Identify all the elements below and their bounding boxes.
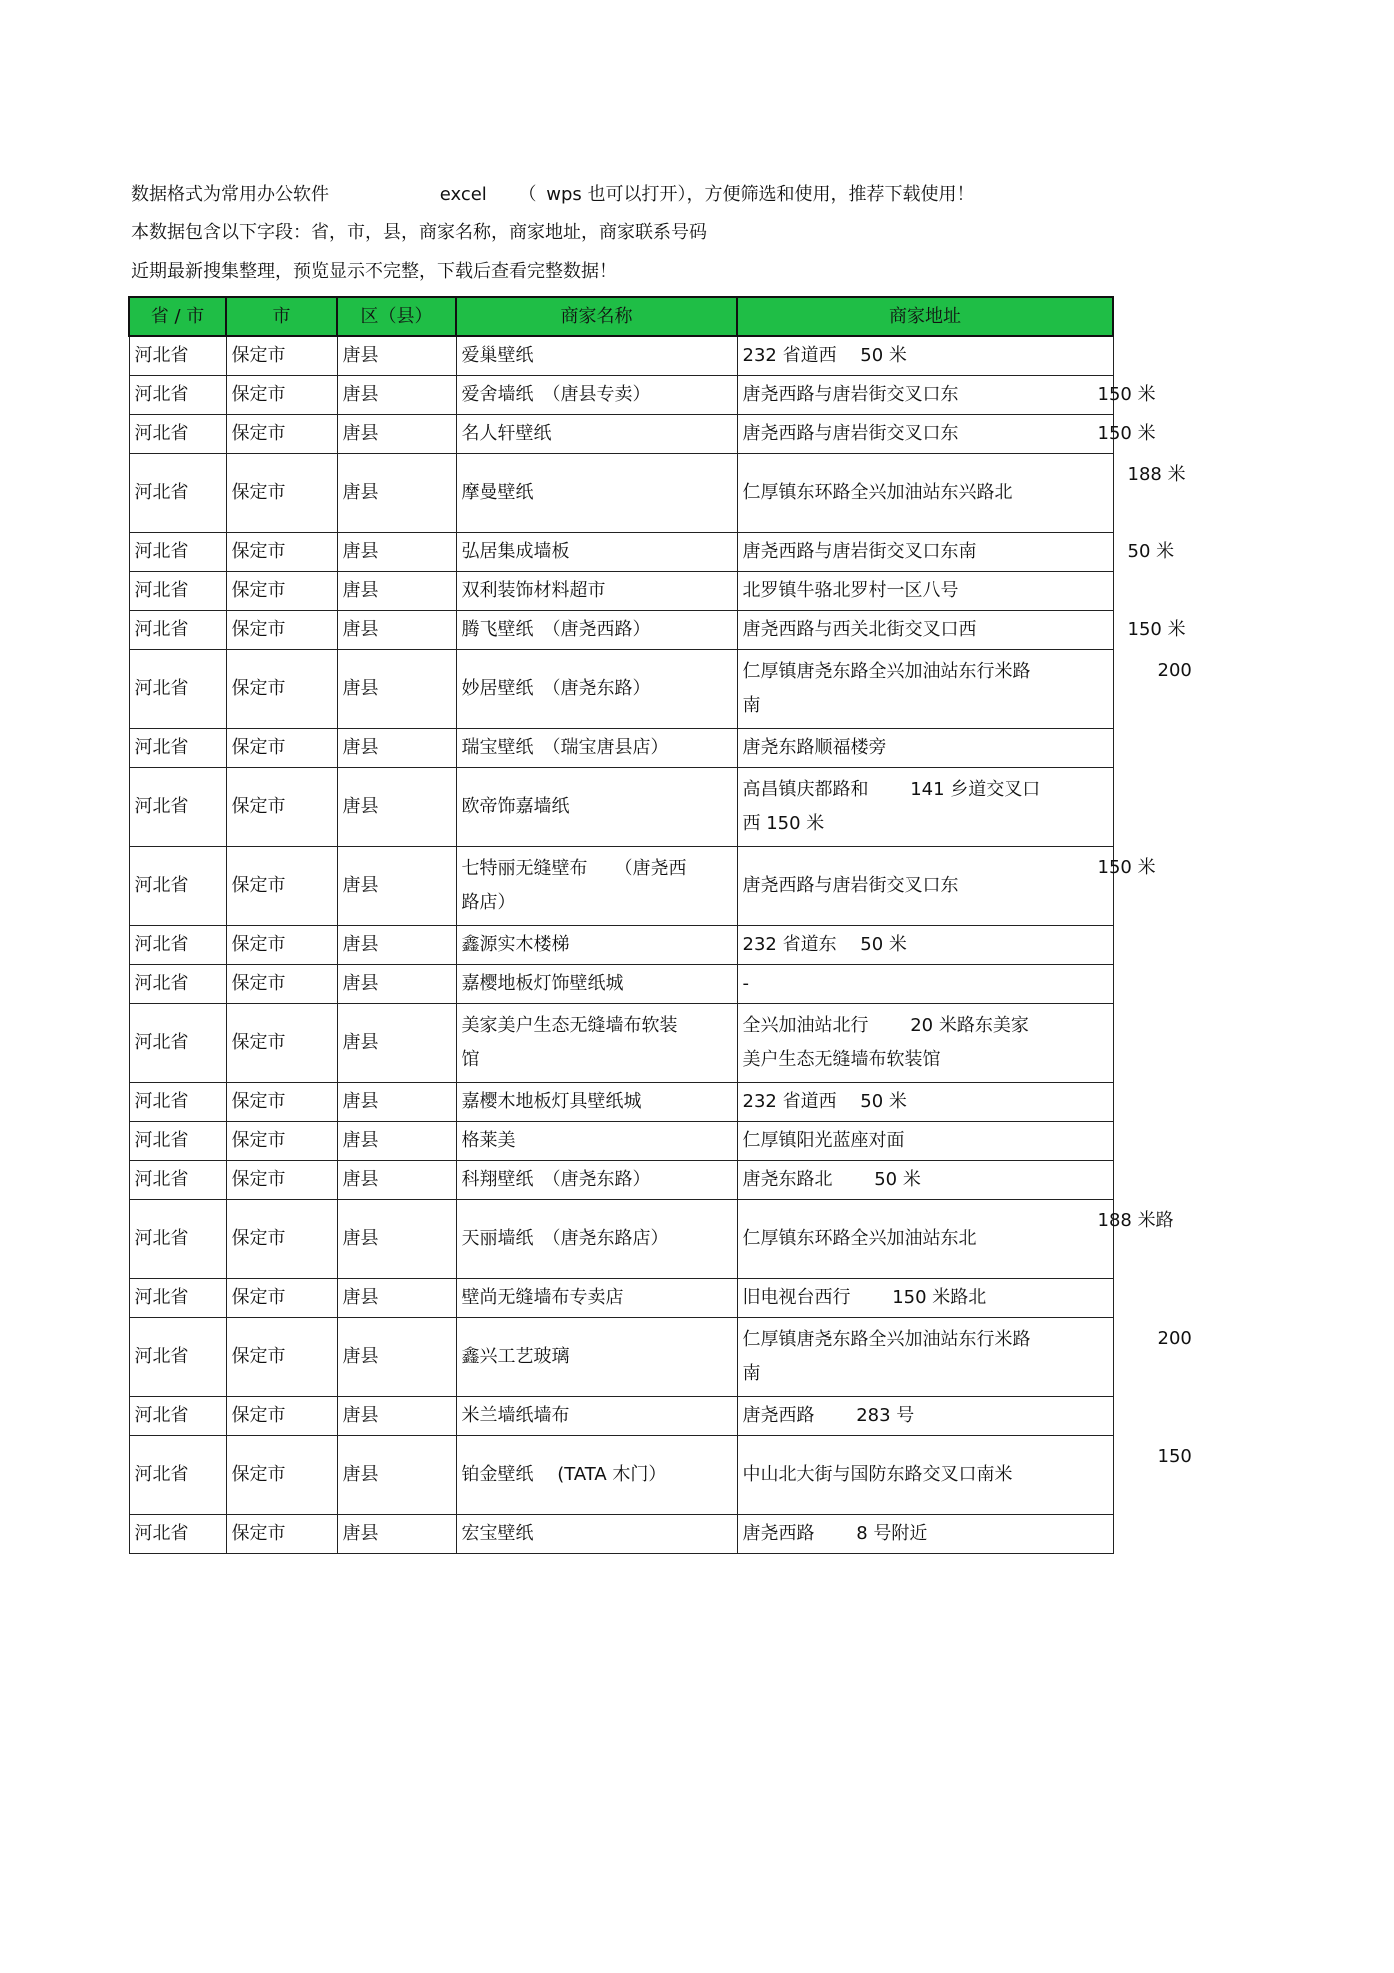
cell-city [226,415,337,454]
cell-city-text: 保定市 [231,384,286,405]
cell-merchant-name [456,650,737,729]
cell-merchant-address [737,1436,1192,1515]
cell-merchant-name-text: 妙居壁纸 （唐尧东路） [461,678,651,699]
cell-county [337,768,456,847]
cell-city-text: 保定市 [231,1091,286,1112]
cell-city [226,611,337,650]
cell-county [337,1279,456,1318]
table-row [129,1397,1113,1436]
table-row [129,1515,1113,1554]
cell-city-text: 保定市 [231,482,286,503]
cell-city-text: 保定市 [231,580,286,601]
cell-county [337,1436,456,1515]
cell-province [129,415,226,454]
cell-merchant-name-text: 双利装饰材料超市 [461,580,606,601]
cell-county [337,572,456,611]
address-text: 唐尧西路与西关北街交叉口西 [742,619,977,640]
cell-merchant-name-text: 美家美户生态无缝墙布软装馆 [461,1015,678,1070]
cell-province [129,1318,226,1397]
cell-merchant-address [737,376,1156,415]
address-text: 高昌镇庆都路和 141 乡道交叉口西 150 米 [742,779,1041,834]
cell-merchant-name-text: 名人轩壁纸 [461,423,552,444]
address-distance: 150 米 [1097,857,1156,878]
intro-line-2: 本数据包含以下字段：省，市，县，商家名称，商家地址，商家联系号码 [131,222,707,243]
header-merchant-name: 商家名称 [456,297,737,336]
cell-city-text: 保定市 [231,678,286,699]
table-row [129,650,1113,729]
cell-county [337,926,456,965]
cell-province [129,1004,226,1083]
cell-county-text: 唐县 [342,1169,379,1190]
cell-merchant-name [456,611,737,650]
cell-county [337,1122,456,1161]
cell-province [129,336,226,376]
cell-merchant-name [456,572,737,611]
header-merchant-address: 商家地址 [737,297,1113,336]
cell-province [129,454,226,533]
cell-province [129,572,226,611]
address-distance: 150 [1157,1446,1192,1467]
table-row [129,1279,1113,1318]
address-distance: 188 米 [1127,464,1186,485]
cell-merchant-address [737,1318,1192,1397]
cell-county-text: 唐县 [342,384,379,405]
cell-province-text: 河北省 [134,482,189,503]
table-row [129,415,1113,454]
cell-province [129,1083,226,1122]
table-row [129,1083,1113,1122]
cell-county-text: 唐县 [342,1346,379,1367]
cell-merchant-name [456,768,737,847]
cell-city [226,768,337,847]
cell-merchant-address [737,650,1192,729]
cell-province-text: 河北省 [134,934,189,955]
header-county: 区（县） [337,297,456,336]
cell-city-text: 保定市 [231,875,286,896]
header-province: 省 / 市 [129,297,226,336]
cell-merchant-name [456,1515,737,1554]
cell-merchant-name-text: 米兰墙纸墙布 [461,1405,570,1426]
cell-province-text: 河北省 [134,1228,189,1249]
cell-county-text: 唐县 [342,1405,379,1426]
table-row [129,1318,1113,1397]
intro-text-paren: （ [518,184,537,205]
table-row [129,376,1113,415]
cell-county-text: 唐县 [342,973,379,994]
cell-county [337,1397,456,1436]
cell-city-text: 保定市 [231,737,286,758]
cell-province-text: 河北省 [134,1346,189,1367]
address-distance: 50 米 [1127,541,1175,562]
cell-city [226,965,337,1004]
address-text: 232 省道西 50 米 [742,1091,907,1112]
cell-merchant-name-text: 壁尚无缝墙布专卖店 [461,1287,624,1308]
cell-city [226,729,337,768]
address-text: 唐尧西路与唐岩街交叉口东 [742,384,959,405]
cell-merchant-address [737,572,1113,611]
cell-merchant-name-text: 欧帝饰嘉墙纸 [461,796,570,817]
table-row [129,572,1113,611]
cell-province [129,1122,226,1161]
cell-city-text: 保定市 [231,423,286,444]
cell-province-text: 河北省 [134,796,189,817]
cell-city [226,1515,337,1554]
cell-province [129,533,226,572]
cell-merchant-name [456,965,737,1004]
cell-province [129,1161,226,1200]
cell-county-text: 唐县 [342,1228,379,1249]
cell-merchant-address [737,1279,1113,1318]
cell-merchant-address [737,768,1113,847]
table-header-row [129,297,1113,336]
cell-county-text: 唐县 [342,875,379,896]
cell-merchant-address [737,1083,1113,1122]
cell-merchant-address [737,1397,1113,1436]
table-body [129,336,1192,1554]
cell-province [129,1200,226,1279]
table-row [129,1161,1113,1200]
cell-merchant-name-text: 铂金壁纸 (TATA 木门） [461,1464,667,1485]
cell-province-text: 河北省 [134,1091,189,1112]
cell-county-text: 唐县 [342,1287,379,1308]
table-row [129,454,1113,533]
cell-province-text: 河北省 [134,541,189,562]
cell-county [337,533,456,572]
cell-city [226,376,337,415]
cell-city [226,1200,337,1279]
cell-province-text: 河北省 [134,345,189,366]
cell-merchant-name-text: 腾飞壁纸 （唐尧西路） [461,619,651,640]
cell-merchant-name [456,1200,737,1279]
table-row [129,1200,1113,1279]
cell-merchant-address [737,847,1156,926]
address-text: 唐尧西路与唐岩街交叉口东 [742,875,959,896]
cell-county-text: 唐县 [342,1464,379,1485]
cell-merchant-name [456,1436,737,1515]
cell-city [226,650,337,729]
cell-city [226,533,337,572]
cell-merchant-name [456,1397,737,1436]
cell-county-text: 唐县 [342,1091,379,1112]
cell-province-text: 河北省 [134,580,189,601]
cell-city-text: 保定市 [231,1287,286,1308]
cell-city-text: 保定市 [231,1464,286,1485]
cell-city-text: 保定市 [231,541,286,562]
cell-city-text: 保定市 [231,973,286,994]
cell-county [337,376,456,415]
table-row [129,611,1113,650]
cell-county-text: 唐县 [342,1130,379,1151]
address-text: 唐尧西路 283 号 [742,1405,915,1426]
cell-province-text: 河北省 [134,1464,189,1485]
cell-merchant-name-text: 宏宝壁纸 [461,1523,534,1544]
address-distance: 150 米 [1097,384,1156,405]
table-row [129,926,1113,965]
cell-merchant-name [456,533,737,572]
cell-province [129,1397,226,1436]
cell-merchant-address [737,1122,1113,1161]
cell-city [226,454,337,533]
cell-city [226,1004,337,1083]
cell-county-text: 唐县 [342,934,379,955]
cell-city-text: 保定市 [231,796,286,817]
cell-merchant-name-text: 嘉樱地板灯饰壁纸城 [461,973,624,994]
cell-merchant-name-text: 爱巢壁纸 [461,345,534,366]
cell-city-text: 保定市 [231,619,286,640]
cell-merchant-address [737,1515,1113,1554]
intro-line-1 [131,183,975,207]
cell-province-text: 河北省 [134,1405,189,1426]
cell-merchant-name [456,1122,737,1161]
table-row [129,336,1113,376]
cell-county [337,650,456,729]
cell-county-text: 唐县 [342,541,379,562]
cell-county [337,1004,456,1083]
cell-province-text: 河北省 [134,423,189,444]
cell-province-text: 河北省 [134,973,189,994]
cell-city-text: 保定市 [231,934,286,955]
address-text: 仁厚镇唐尧东路全兴加油站东行米路南 [742,1329,1031,1384]
cell-province [129,965,226,1004]
cell-county [337,611,456,650]
cell-county [337,847,456,926]
address-text: 仁厚镇阳光蓝座对面 [742,1130,905,1151]
cell-merchant-name [456,1161,737,1200]
cell-merchant-name-text: 瑞宝壁纸 （瑞宝唐县店） [461,737,669,758]
cell-province [129,847,226,926]
cell-province [129,376,226,415]
cell-county [337,1318,456,1397]
cell-province [129,611,226,650]
cell-merchant-address [737,729,1113,768]
cell-province-text: 河北省 [134,1130,189,1151]
cell-province-text: 河北省 [134,1287,189,1308]
cell-county-text: 唐县 [342,1523,379,1544]
cell-province-text: 河北省 [134,678,189,699]
cell-city [226,1436,337,1515]
cell-merchant-name [456,376,737,415]
cell-city [226,1161,337,1200]
cell-province [129,926,226,965]
cell-province-text: 河北省 [134,737,189,758]
table-row [129,847,1113,926]
cell-county-text: 唐县 [342,423,379,444]
intro-line-3: 近期最新搜集整理，预览显示不完整，下载后查看完整数据！ [131,261,617,282]
cell-merchant-address [737,965,1113,1004]
cell-merchant-address [737,1004,1113,1083]
cell-province-text: 河北省 [134,384,189,405]
cell-merchant-name [456,729,737,768]
cell-city [226,1318,337,1397]
cell-city-text: 保定市 [231,345,286,366]
cell-county-text: 唐县 [342,737,379,758]
cell-city [226,847,337,926]
cell-county-text: 唐县 [342,580,379,601]
cell-city-text: 保定市 [231,1228,286,1249]
cell-county-text: 唐县 [342,678,379,699]
cell-merchant-address [737,533,1175,572]
cell-merchant-name [456,1318,737,1397]
cell-county-text: 唐县 [342,345,379,366]
cell-county-text: 唐县 [342,619,379,640]
cell-province [129,1515,226,1554]
cell-merchant-name [456,1004,737,1083]
cell-merchant-name-text: 天丽墙纸 （唐尧东路店） [461,1228,669,1249]
cell-merchant-address [737,336,1113,376]
table-row [129,729,1113,768]
cell-city [226,1397,337,1436]
address-text: 唐尧东路北 50 米 [742,1169,921,1190]
address-distance: 150 米 [1097,423,1156,444]
cell-merchant-name [456,847,737,926]
address-distance: 200 [1157,1328,1192,1349]
header-city: 市 [226,297,337,336]
cell-merchant-name-text: 爱舍墙纸 （唐县专卖） [461,384,651,405]
cell-county [337,1083,456,1122]
address-text: 北罗镇牛骆北罗村一区八号 [742,580,959,601]
cell-merchant-address [737,1200,1174,1279]
address-text: 仁厚镇东环路全兴加油站东兴路北 [742,482,1013,503]
cell-merchant-name-text: 鑫兴工艺玻璃 [461,1346,570,1367]
cell-county-text: 唐县 [342,796,379,817]
cell-merchant-name-text: 七特丽无缝壁布 （唐尧西路店） [461,858,687,913]
intro-text-excel: excel [439,184,487,205]
address-text: 全兴加油站北行 20 米路东美家美户生态无缝墙布软装馆 [742,1015,1029,1070]
cell-merchant-name-text: 嘉樱木地板灯具壁纸城 [461,1091,642,1112]
table-row [129,1122,1113,1161]
address-text: 232 省道西 50 米 [742,345,907,366]
cell-province [129,1436,226,1515]
cell-merchant-name-text: 摩曼壁纸 [461,482,534,503]
cell-merchant-name-text: 弘居集成墙板 [461,541,570,562]
cell-county-text: 唐县 [342,1032,379,1053]
cell-province [129,650,226,729]
address-distance: 188 米路 [1097,1210,1174,1231]
table-row [129,768,1113,847]
cell-county [337,965,456,1004]
cell-city-text: 保定市 [231,1405,286,1426]
cell-city [226,572,337,611]
cell-merchant-address [737,415,1156,454]
cell-city [226,1083,337,1122]
intro-text-a: 数据格式为常用办公软件 [131,184,329,205]
cell-merchant-address [737,454,1186,533]
cell-city-text: 保定市 [231,1032,286,1053]
cell-merchant-name [456,1279,737,1318]
cell-county [337,1515,456,1554]
cell-county [337,454,456,533]
cell-city [226,1279,337,1318]
table-row [129,533,1113,572]
address-text: 唐尧西路 8 号附近 [742,1523,928,1544]
cell-merchant-name-text: 科翔壁纸 （唐尧东路） [461,1169,651,1190]
address-text: 中山北大街与国防东路交叉口南米 [742,1464,1013,1485]
cell-merchant-name [456,926,737,965]
cell-city-text: 保定市 [231,1169,286,1190]
intro-text-d: wps 也可以打开），方便筛选和使用，推荐下载使用！ [546,184,975,205]
cell-merchant-address [737,926,1113,965]
cell-merchant-name [456,454,737,533]
cell-merchant-name-text: 格莱美 [461,1130,516,1151]
cell-province-text: 河北省 [134,1523,189,1544]
cell-county [337,729,456,768]
cell-city-text: 保定市 [231,1523,286,1544]
table-row [129,965,1113,1004]
merchant-table [128,296,1192,1554]
cell-city-text: 保定市 [231,1346,286,1367]
address-text: - [742,973,749,994]
cell-city [226,1122,337,1161]
address-text: 仁厚镇唐尧东路全兴加油站东行米路南 [742,661,1031,716]
cell-province-text: 河北省 [134,875,189,896]
cell-county [337,1161,456,1200]
table-row [129,1004,1113,1083]
address-text: 唐尧西路与唐岩街交叉口东 [742,423,959,444]
cell-province-text: 河北省 [134,619,189,640]
address-text: 旧电视台西行 150 米路北 [742,1287,987,1308]
address-distance: 150 米 [1127,619,1186,640]
cell-merchant-name [456,415,737,454]
cell-province-text: 河北省 [134,1032,189,1053]
address-text: 唐尧东路顺福楼旁 [742,737,887,758]
cell-city [226,926,337,965]
cell-merchant-name [456,1083,737,1122]
address-text: 仁厚镇东环路全兴加油站东北 [742,1228,977,1249]
table-row [129,1436,1113,1515]
cell-county [337,1200,456,1279]
cell-merchant-address [737,1161,1113,1200]
cell-province [129,1279,226,1318]
cell-province [129,729,226,768]
cell-city [226,336,337,376]
cell-city-text: 保定市 [231,1130,286,1151]
address-text: 唐尧西路与唐岩街交叉口东南 [742,541,977,562]
cell-county [337,415,456,454]
cell-merchant-name-text: 鑫源实木楼梯 [461,934,570,955]
cell-county-text: 唐县 [342,482,379,503]
cell-county [337,336,456,376]
cell-merchant-address [737,611,1186,650]
cell-province-text: 河北省 [134,1169,189,1190]
cell-province [129,768,226,847]
address-distance: 200 [1157,660,1192,681]
address-text: 232 省道东 50 米 [742,934,907,955]
cell-merchant-name [456,336,737,376]
